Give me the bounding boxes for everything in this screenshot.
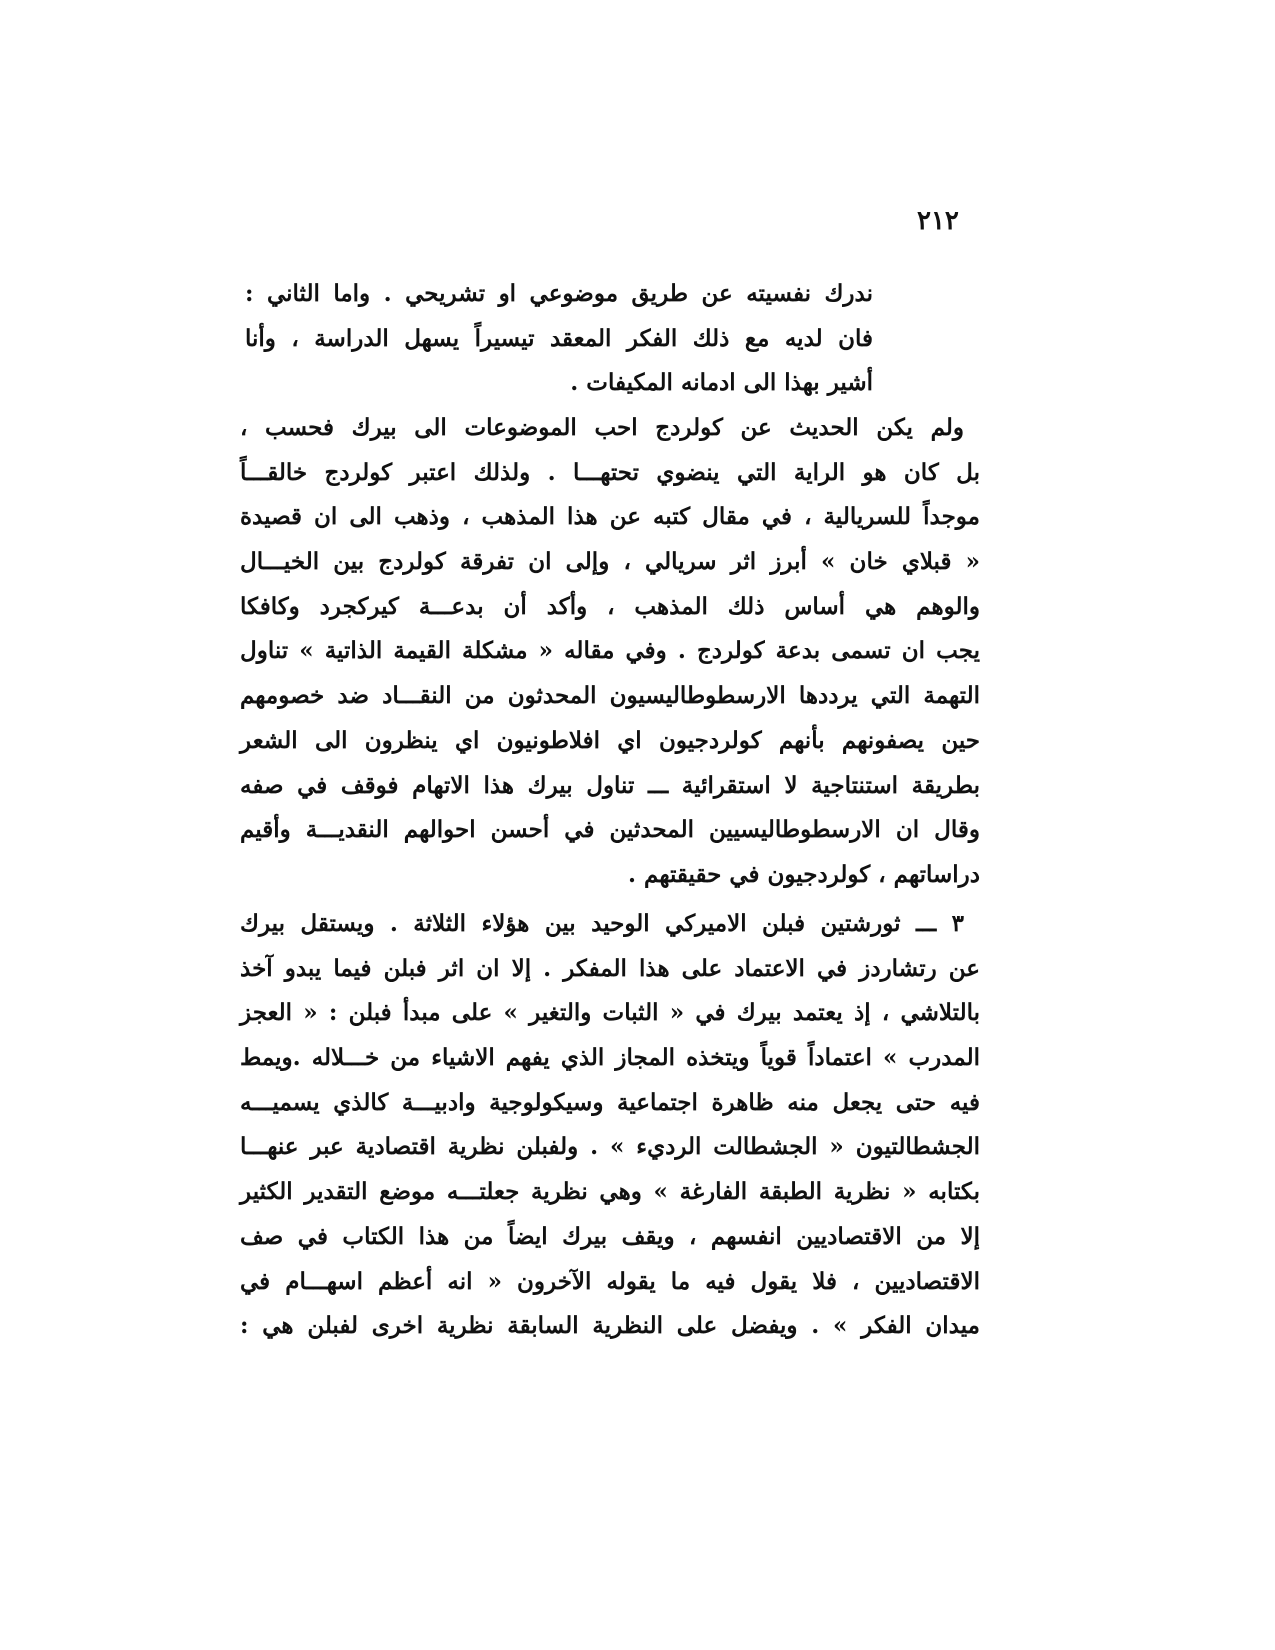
text-line: التهمة التي يرددها الارسطوطاليسيون المحدثون من النقـــاد ضد خصومهم	[240, 682, 980, 710]
text-line: يجب ان تسمى بدعة كولردج . وفي مقاله « مشكلة القيمة الذاتية » تناول	[240, 637, 980, 665]
text-line: بل كان هو الراية التي ينضوي تحتهـــا . ولذلك اعتبر كولردج خالقـــاً	[240, 458, 980, 486]
text-line: عن رتشاردز في الاعتماد على هذا المفكر . إلا ان اثر فبلن فيما يبدو آخذ	[240, 954, 980, 982]
text-line: ميدان الفكر » . ويفضل على النظرية السابقة نظرية اخرى لفبلن هي :	[240, 1312, 980, 1340]
text-line: موجداً للسريالية ، في مقال كتبه عن هذا المذهب ، وذهب الى ان قصيدة	[240, 503, 980, 531]
intro-paragraph	[245, 272, 873, 406]
text-line: فيه حتى يجعل منه ظاهرة اجتماعية وسيكولوجية وادبيـــة كالذي يسميـــه	[240, 1088, 980, 1116]
text-line: فان لديه مع ذلك الفكر المعقد تيسيراً يسهل الدراسة ، وأنا	[245, 324, 873, 352]
text-line: المدرب » اعتماداً قوياً ويتخذه المجاز الذي يفهم الاشياء من خـــلاله .ويمط	[240, 1044, 980, 1072]
text-line: دراساتهم ، كولردجيون في حقيقتهم .	[628, 860, 980, 888]
text-line: الاقتصاديين ، فلا يقول فيه ما يقوله الآخرون « انه أعظم اسهـــام في	[240, 1267, 980, 1295]
veblen-paragraph	[240, 902, 980, 1349]
text-line: وقال ان الارسطوطاليسيين المحدثين في أحسن احوالهم النقديـــة وأقيم	[240, 816, 980, 844]
text-line: والوهم هي أساس ذلك المذهب ، وأكد أن بدعـــة كيركجرد وكافكا	[240, 592, 980, 620]
coleridge-paragraph	[240, 406, 980, 898]
text-line: ولم يكن الحديث عن كولردج احب الموضوعات الى بيرك فحسب ،	[240, 414, 964, 441]
text-line: « قبلاي خان » أبرز اثر سريالي ، وإلى ان تفرقة كولردج بين الخيـــال	[240, 548, 980, 576]
text-line: ٣ ـــ ثورشتين فبلن الاميركي الوحيد بين هؤلاء الثلاثة . ويستقل بيرك	[240, 910, 964, 937]
text-line: بكتابه « نظرية الطبقة الفارغة » وهي نظرية جعلتـــه موضع التقدير الكثير	[240, 1178, 980, 1206]
text-line: ندرك نفسيته عن طريق موضوعي او تشريحي . واما الثاني :	[245, 280, 873, 307]
text-line: بطريقة استنتاجية لا استقرائية ـــ تناول بيرك هذا الاتهام فوقف في صفه	[240, 771, 980, 799]
text-line: إلا من الاقتصاديين انفسهم ، ويقف بيرك ايضاً من هذا الكتاب في صف	[240, 1222, 980, 1250]
text-line: بالتلاشي ، إذ يعتمد بيرك في « الثبات والتغير » على مبدأ فبلن : « العجز	[240, 999, 980, 1027]
text-line: أشير بهذا الى ادمانه المكيفات .	[570, 369, 873, 397]
text-line: حين يصفونهم بأنهم كولردجيون اي افلاطونيون اي ينظرون الى الشعر	[240, 726, 980, 754]
page-number: ٢١٢	[917, 206, 959, 236]
text-line: الجشطالتيون « الجشطالت الرديء » . ولفبلن نظرية اقتصادية عبر عنهـــا	[240, 1133, 980, 1161]
